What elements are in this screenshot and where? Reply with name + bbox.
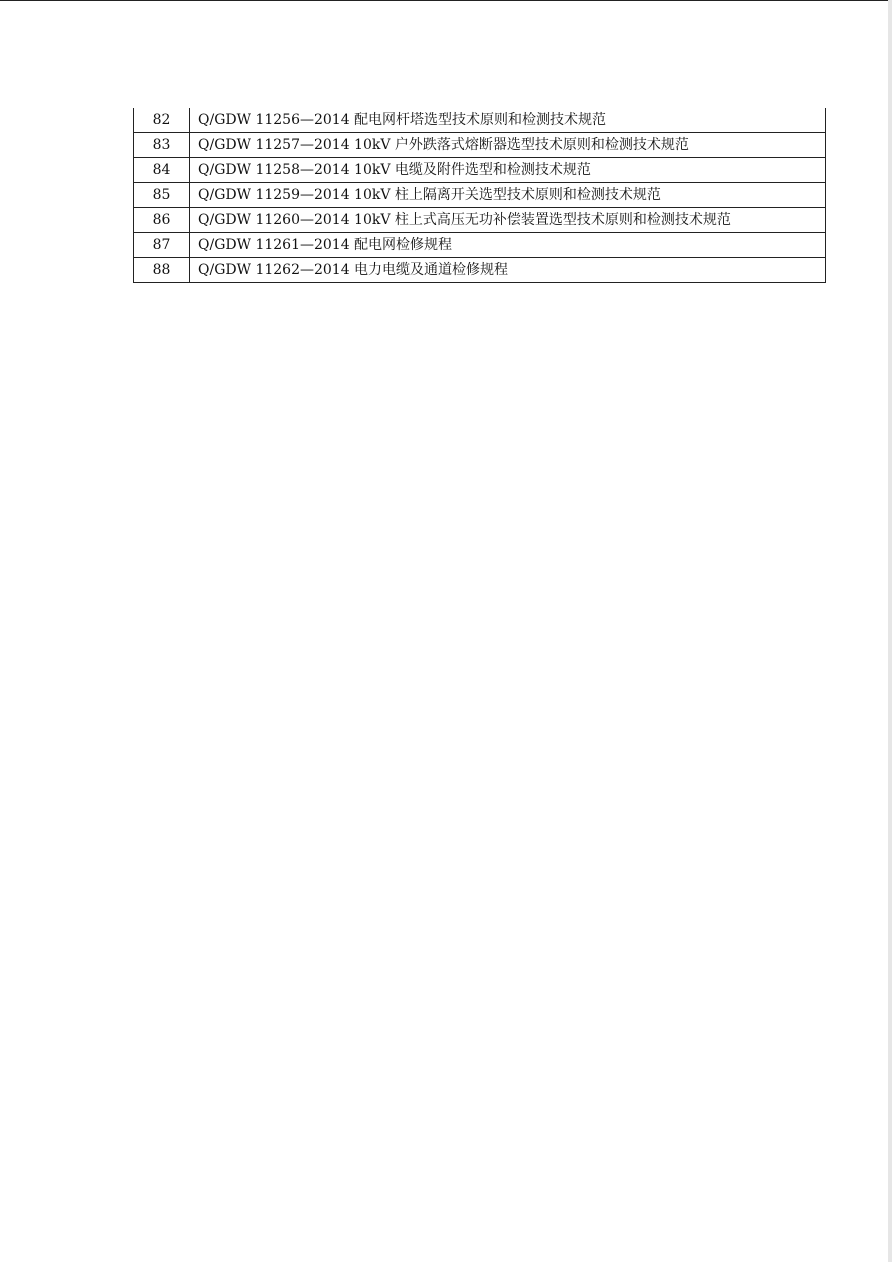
table-row: [134, 158, 826, 183]
standard-title: Q/GDW 11259—2014 10kV 柱上隔离开关选型技术原则和检测技术规范: [190, 183, 826, 208]
table-row: [134, 258, 826, 283]
standard-title: Q/GDW 11256—2014 配电网杆塔选型技术原则和检测技术规范: [190, 108, 826, 133]
row-number: 86: [134, 208, 190, 233]
table-row: [134, 233, 826, 258]
standards-table: [133, 108, 826, 283]
row-number: 87: [134, 233, 190, 258]
row-number: 85: [134, 183, 190, 208]
standard-title: Q/GDW 11261—2014 配电网检修规程: [190, 233, 826, 258]
table-row: [134, 108, 826, 133]
table-row: [134, 183, 826, 208]
table-row: [134, 133, 826, 158]
page-top-border: [0, 0, 892, 1]
row-number: 88: [134, 258, 190, 283]
standards-table-body: [134, 108, 826, 283]
standard-title: Q/GDW 11258—2014 10kV 电缆及附件选型和检测技术规范: [190, 158, 826, 183]
table-row: [134, 208, 826, 233]
row-number: 82: [134, 108, 190, 133]
standard-title: Q/GDW 11260—2014 10kV 柱上式高压无功补偿装置选型技术原则和检测技术规范: [190, 208, 826, 233]
row-number: 83: [134, 133, 190, 158]
row-number: 84: [134, 158, 190, 183]
page-edge-shadow: [888, 0, 892, 1262]
standard-title: Q/GDW 11262—2014 电力电缆及通道检修规程: [190, 258, 826, 283]
standard-title: Q/GDW 11257—2014 10kV 户外跌落式熔断器选型技术原则和检测技术规范: [190, 133, 826, 158]
